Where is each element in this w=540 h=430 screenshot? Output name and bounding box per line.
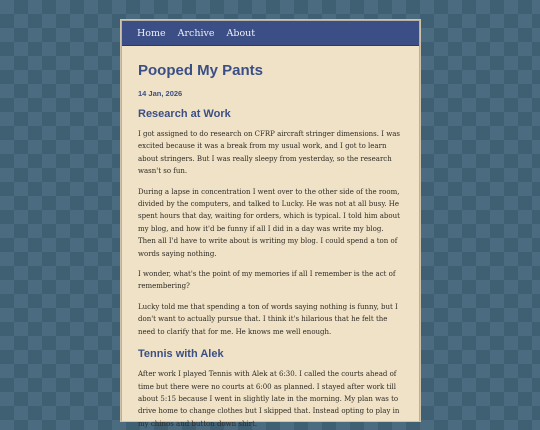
blog-page (121, 20, 420, 428)
section-heading: Tennis with Alek (138, 348, 224, 361)
paragraph: I got assigned to do research on CFRP aircraft stringer dimensions. I was excited because it was a break from my usual work, and I got to learn about stringers. But I was really sleepy from yesterday, so the research wasn't so fun. (138, 130, 400, 176)
nav-home-link[interactable]: Home (137, 27, 166, 39)
post-section-tennis (138, 348, 403, 430)
paragraph: Lucky told me that spending a ton of words saying nothing is funny, but I don't want to actually pursue that. I think it's hilarious that he felt the need to clarify that for me. He knows me well enough. (138, 302, 398, 336)
section-heading: Research at Work (138, 108, 231, 120)
nav-archive-link[interactable]: Archive (177, 27, 215, 39)
post-section-research (138, 108, 403, 338)
post-content (122, 62, 419, 430)
paragraph: During a lapse in concentration I went over to the other side of the room, divided by the computers, and talked to Lucky. He was not at all busy. He spent hours that day, waiting for orders, which is typical. I told him about my blog, and how it'd be funny if all I did in a day was write my blog. Then all I'd have to write about is writing my blog. I could spend a ton of words saying nothing. (138, 187, 400, 258)
top-nav (122, 21, 419, 46)
paragraph: I wonder, what's the point of my memories if all I remember is the act of remembering? (138, 270, 396, 291)
post-title: Pooped My Pants (138, 62, 264, 79)
nav-about-link[interactable]: About (226, 27, 256, 39)
paragraph: After work I played Tennis with Alek at 6:30. I called the courts ahead of time but there were no courts at 6:00 as planned. I stayed after work till about 5:15 because I went in slightly late in the morning. My plan was to drive home to change clothes but I skipped that. Instead opting to play in my chinos and button down shirt. (138, 370, 400, 428)
post-date: 14 Jan, 2026 (138, 89, 183, 98)
